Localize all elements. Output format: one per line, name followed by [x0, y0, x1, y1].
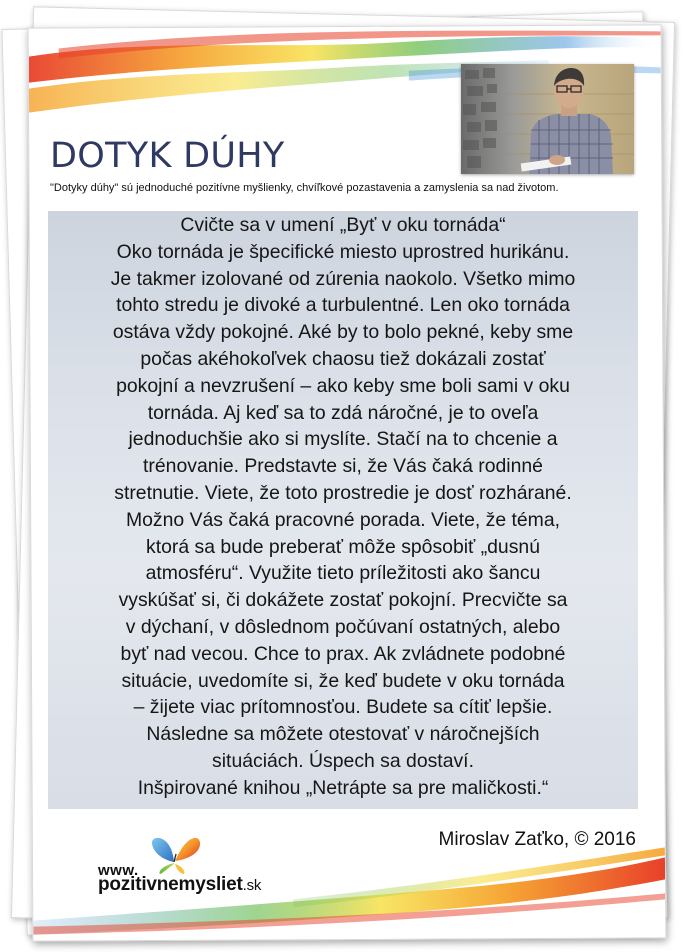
site-logo[interactable] [98, 832, 313, 898]
article-line: situáciách. Úspech sa dostaví. [212, 749, 474, 772]
article-line: – žijete viac prítomnosťou. Budete sa cítiť lepšie. [133, 696, 553, 719]
author-credit: Miroslav Zaťko, © 2016 [438, 829, 636, 850]
logo-www-text: www. [98, 862, 139, 879]
article-body [48, 212, 638, 802]
article-text-box [48, 211, 638, 809]
logo-tld: .sk [242, 877, 262, 894]
article-line: v dýchaní, v dôslednom počúvaní ostatných, alebo [125, 615, 561, 638]
logo-name: pozitivnemysliet [98, 874, 243, 895]
article-line: Následne sa môžete otestovať v náročnejších [146, 723, 540, 746]
page-subtitle: "Dotyky dúhy" sú jednoduché pozitívne myšlienky, chvíľkové pozastavenia a zamyslenia sa nad životom. [50, 182, 559, 194]
article-line: situácie, uvedomíte si, že keď budete v oku tornáda [121, 669, 565, 692]
article-line: počas akéhokoľvek chaosu tiež dokázali zostať [140, 347, 546, 370]
author-photo-illustration [461, 64, 634, 174]
page-title: DOTYK DÚHY [50, 136, 285, 176]
article-line: Možno Vás čaká pracovné porada. Viete, že téma, [125, 508, 561, 531]
article-line: trénovanie. Predstavte si, že Vás čaká rodinné [143, 455, 543, 478]
article-line: atmosféru“. Využite tieto príležitosti ako šancu [145, 562, 541, 585]
article-heading: Cvičte sa v umení „Byť v oku tornáda“ [180, 214, 506, 236]
article-line: stretnutie. Viete, že toto prostredie je dosť rozhárané. [114, 481, 572, 504]
article-line: ktorá sa bude preberať môže spôsobiť „dusnú [146, 535, 540, 558]
article-line: byť nad vecou. Chce to prax. Ak zvládnete podobné [120, 642, 566, 665]
article-line: tohto stredu je divoké a turbulentné. Len oko tornáda [116, 294, 570, 317]
author-photo [461, 64, 634, 174]
article-line: jednoduchšie ako si myslíte. Stačí na to chcenie a [128, 428, 558, 451]
article-line: Je takmer izolované od zúrenia naokolo. Všetko mimo [110, 267, 576, 290]
logo-brand-text [98, 874, 261, 896]
article-line: pokojní a nevzrušení – ako keby sme boli sami v oku [116, 374, 570, 397]
butterfly-icon [146, 834, 202, 876]
article-line: vyskúšať si, či dokážete zostať pokojní. Precvičte sa [118, 589, 568, 612]
article-line: tornáda. Aj keď sa to zdá náročné, je to oveľa [147, 401, 539, 424]
article-source-line: Inšpirované knihou „Netrápte sa pre maličkosti.“ [137, 776, 549, 799]
article-line: ostáva vždy pokojné. Aké by to bolo pekné, keby sme [112, 321, 574, 344]
article-line: Oko tornáda je špecifické miesto uprostred hurikánu. [116, 240, 570, 263]
